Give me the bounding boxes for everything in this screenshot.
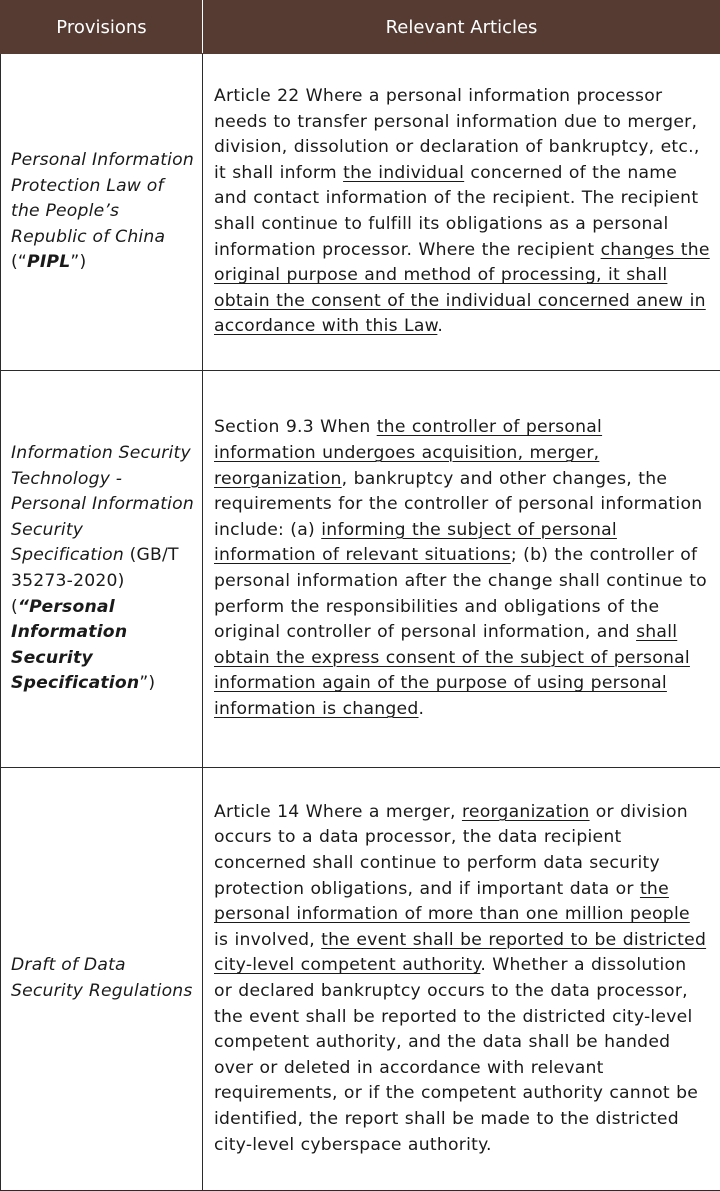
table-row bbox=[1, 371, 720, 768]
table-header-row bbox=[1, 1, 720, 54]
article-cell bbox=[203, 371, 720, 768]
article-cell bbox=[203, 768, 720, 1191]
article-underlined-text: the individual bbox=[343, 163, 464, 183]
article-text: Article 22 Where a personal information processor needs to transfer personal information due to merger, division, dissolution or declaration of bankruptcy, etc., it shall inform bbox=[214, 86, 700, 183]
article-underlined-text: changes the original purpose and method of processing, it shall obtain the consent of the individual concerned anew in accordance with this Law bbox=[214, 240, 710, 337]
provision-code: (GB/T 35273-2020) ( bbox=[11, 545, 179, 616]
article-text: . bbox=[419, 699, 425, 719]
article-cell bbox=[203, 54, 720, 371]
table-row bbox=[1, 54, 720, 371]
article-text: , bankruptcy and other changes, the requirements for the controller of personal information include: (a) bbox=[214, 469, 702, 540]
article-underlined-text: informing the subject of personal information of relevant situations bbox=[214, 520, 617, 566]
header-provisions: Provisions bbox=[1, 1, 203, 54]
article-text: ; (b) the controller of personal information after the change shall continue to perform the responsibilities and obligations of the original controller of personal information, and bbox=[214, 545, 707, 642]
article-text: is involved, bbox=[214, 930, 321, 950]
article-underlined-text: shall obtain the express consent of the subject of personal information again of the purpose of using personal information is changed bbox=[214, 622, 690, 719]
article-underlined-text: reorganization bbox=[462, 802, 590, 822]
provision-cell bbox=[1, 54, 203, 371]
article-underlined-text: the personal information of more than one million people bbox=[214, 879, 690, 925]
provision-name: Personal Information Protection Law of the People’s Republic of China bbox=[11, 150, 194, 247]
article-text: Section 9.3 When bbox=[214, 417, 377, 437]
article-underlined-text: the controller of personal information undergoes acquisition, merger, reorganization bbox=[214, 417, 602, 488]
provision-abbr-close: ”) bbox=[70, 252, 86, 272]
provision-abbreviation: “Personal Information Security Specification bbox=[11, 597, 139, 694]
article-text: concerned of the name and contact information of the recipient. The recipient shall continue to fulfill its obligations as a personal information processor. Where the recipient bbox=[214, 163, 698, 260]
header-relevant-articles: Relevant Articles bbox=[203, 1, 720, 54]
provision-abbr-open: (“ bbox=[11, 252, 27, 272]
article-underlined-text: the event shall be reported to be districted city-level competent authority bbox=[214, 930, 706, 976]
provision-abbreviation: PIPL bbox=[27, 252, 70, 272]
provision-abbr-close: ”) bbox=[139, 673, 155, 693]
article-text: . bbox=[437, 316, 443, 336]
provision-name: Information Security Technology - Personal Information Security Specification bbox=[11, 443, 194, 565]
table-row bbox=[1, 768, 720, 1191]
article-text: . Whether a dissolution or declared bankruptcy occurs to the data processor, the event shall be reported to the districted city-level competent authority, and the data shall be handed over or deleted in accordance with relevant requirements, or if the competent authority cannot be identified, the report shall be made to the districted city-level cyberspace authority. bbox=[214, 955, 698, 1154]
article-text: Article 14 Where a merger, bbox=[214, 802, 462, 822]
article-text: or division occurs to a data processor, the data recipient concerned shall continue to perform data security protection obligations, and if important data or bbox=[214, 802, 688, 899]
provision-cell bbox=[1, 371, 203, 768]
provision-cell bbox=[1, 768, 203, 1191]
provision-name: Draft of Data Security Regulations bbox=[11, 955, 193, 1001]
